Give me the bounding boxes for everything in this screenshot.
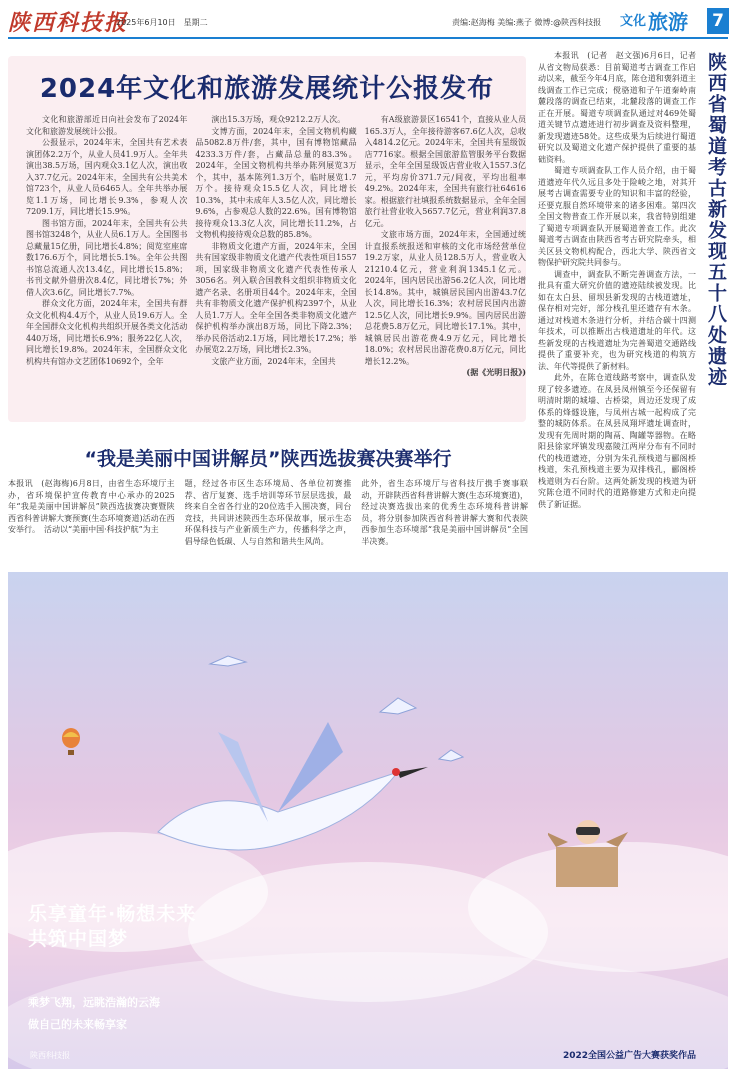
source-credit: (据《光明日报》) bbox=[466, 367, 526, 377]
page-header bbox=[0, 0, 735, 42]
header-rule bbox=[8, 37, 728, 39]
lead-col-1 bbox=[26, 114, 187, 414]
paragraph: 图书馆方面，2024年末，全国共有公共图书馆3248个，从业人员6.1万人。全国图书总藏量15亿册，同比增长4.8%；阅览室座席数176.6万个，同比增长5.1%。全年公共图书馆总流通人次13.4亿，同比增长15.8%；书刊文献外借册次8.4亿，同比增长7%；外借人次3.6亿，同比增长7.7%。 bbox=[26, 218, 188, 297]
crane-small-icon bbox=[438, 747, 464, 765]
paragraph: 调查中，调查队不断完善调查方法，一批具有重大研究价值的遗迹陆续被发现。比如在太白县、留坝县新发现的古栈道遗址，保存相对完好，部分栈孔里还遗存有木条。通过对栈道木条进行分析，并结合碳十四测年技术，可以推断出古栈道遗址的年代。这些新发现的古栈道遗址为完善蜀道交通路线提供了重要补充，也为研究栈道的构筑方法、年代等提供了新材料。 bbox=[538, 269, 696, 371]
paragraph: 本报讯 (记者 赵文强)6月6日，记者从省文物局获悉：目前蜀道考古调查工作启动以来，截至今年4月底，陈仓道和褒斜道主线调查工作已完成；傥骆道和子午道秦岭南麓段落的调查已结束，北麓段落的调查工作正在开展。蜀道专项调查队通过对469处蜀道关键节点遗迹进行初步调查及资料整理，新发现遗迹58处。这些成果为后续进行蜀道研究以及蜀道文化遗产保护提供了重要的基础资料。 bbox=[538, 51, 696, 164]
crane-small-icon bbox=[378, 692, 418, 722]
ad-slogan-line: 乐享童年·畅想未来 bbox=[28, 903, 197, 925]
story2-headline[interactable]: “我是美丽中国讲解员”陕西选拔赛决赛举行 bbox=[84, 448, 452, 470]
paragraph: 蜀道专项调查队工作人员介绍，由于蜀道遗迹年代久远且多处于险峻之地，对其开展考古调查需要专业的知识和丰富的经验，还要克服自然环境带来的诸多困难。第四次全国文物普查工作开展以来，我省特别组建了蜀道专项调查队开展蜀道普查工作。此次蜀道考古调查由陕西省考古研究院牵头，相关区县文物机构配合，西北大学、陕西省文物保护研究院共同参与。 bbox=[538, 166, 696, 267]
crane-small-icon bbox=[208, 652, 248, 674]
issue-date: 2025年6月10日 星期二 bbox=[116, 18, 208, 27]
lead-article bbox=[8, 56, 526, 422]
ad-footer-logo: 陕西科技报 bbox=[30, 1051, 70, 1060]
paragraph: 演出15.3万场，观众9212.2万人次。 bbox=[211, 115, 346, 124]
ad-subtitle bbox=[28, 992, 160, 1036]
lead-col-3 bbox=[365, 114, 526, 414]
page-number-badge: 7 bbox=[707, 8, 729, 34]
story2-col-1: 本报讯 (赵海梅)6月8日，由省生态环境厅主办，省环境保护宣传教育中心承办的2025年“我是美丽中国讲解员”陕西选拔赛决赛暨陕西省科普讲解大赛预赛(生态环境赛道)活动在西安举行。 活动以“美丽中国·科技护航”为主 bbox=[8, 479, 175, 534]
ad-subtitle-line: 做自己的未来畅享家 bbox=[28, 1018, 127, 1031]
boy-in-box-illustration bbox=[548, 802, 628, 892]
crane-illustration bbox=[128, 712, 468, 892]
ad-subtitle-line: 乘梦飞翔，远眺浩瀚的云海 bbox=[28, 996, 160, 1009]
section-label-small: 文化 bbox=[620, 14, 647, 29]
ad-slogan bbox=[28, 902, 196, 952]
paragraph: 有A级旅游景区16541个，直接从业人员165.3万人，全年接待游客67.6亿人次，总收入4814.2亿元。2024年末，全国共有星级饭店7716家。根据全国旅游监管服务平台数据显示，全年全国星级饭店营业收入1557.3亿元，平均房价371.7元/间夜，平均出租率49.2%。2024年末，全国共有旅行社64616家。根据旅行社填报系统数据显示，全年全国旅行社营业收入5657.7亿元，营业利润37.8亿元。 bbox=[364, 115, 526, 228]
public-service-ad bbox=[8, 572, 728, 1069]
editor-credits: 责编:赵海梅 美编:燕子 微博:@陕西科技报 bbox=[452, 18, 602, 27]
paragraph: 群众文化方面，2024年末，全国共有群众文化机构4.4万个，从业人员19.6万人。全年全国群众文化机构共组织开展各类文化活动440万场，同比增长6.9%；服务22亿人次，同比增长19.8%。2024年末，全国群众文化机构共有馆办文艺团体10692个，全年 bbox=[26, 299, 188, 366]
paragraph: 此外，在陈仓道线路考察中，调查队发现了较多遗迹。在凤县凤州镇至今还保留有明清时期的城墙、古桥梁，周边还发现了成体系的烽燧设施，与凤州古城一起构成了完整的城防体系。在凤县凤翔坪遗址调查时，发现有先周时期的陶鬲、陶罐等器物。在略阳县徐家坪镇发现嘉陵江两岸分布有不同时代的栈道遗迹，分别为朱孔预栈道与郦阁桥栈道，朱孔预栈道主要为双排栈孔，郦阁桥栈道则为石台阶。这两处新发现的栈道为研究陈仓道不同时代的道路修建方式和走向提供了新证据。 bbox=[538, 373, 696, 509]
side-vertical-headline[interactable]: 陕西省蜀道考古新发现五十八处遗迹 bbox=[705, 52, 727, 388]
hot-air-balloon-icon bbox=[60, 727, 82, 757]
lead-headline[interactable]: 2024年文化和旅游发展统计公报发布 bbox=[39, 74, 495, 104]
lead-col-2 bbox=[195, 114, 356, 414]
paragraph: 文博方面，2024年末，全国文物机构藏品5082.8万件/套，其中，国有博物馆藏品4233.3万件/套，占藏品总量的83.3%。2024年，全国文物机构共举办陈列展览3万个，其中，基本陈列1.3万个，临时展览1.7万个。接待观众15.5亿人次，同比增长10.3%，其中未成年人3.5亿人次，同比增长9.6%，占参观总人数的22.6%。国有博物馆接待观众13.3亿人次，同比增长11.2%，占文物机构接待观众总数的85.8%。 bbox=[195, 126, 357, 239]
story2-col-3: 此外，省生态环境厅与省科技厅携手赛事联动，开辟陕西省科普讲解大赛(生态环境赛道)，经过决赛选拔出来的优秀生态环境科普讲解员，将分别参加陕西省科普讲解大赛和代表陕西参加生态环境部“我是美丽中国讲解员”全国半决赛。 bbox=[361, 479, 529, 546]
paragraph: 文化和旅游部近日向社会发布了2024年文化和旅游发展统计公报。 bbox=[26, 115, 188, 136]
story2-columns bbox=[8, 478, 528, 578]
section-label-big: 旅游 bbox=[648, 10, 688, 34]
ad-slogan-line: 共筑中国梦 bbox=[28, 928, 129, 950]
paragraph: 非物质文化遗产方面，2024年末，全国共有国家级非物质文化遗产代表性项目1557项，国家级非物质文化遗产代表性传承人3056名。列入联合国教科文组织非物质文化遗产名录、名册项目44个。2024年末，全国共有非物质文化遗产保护机构2397个，从业人员1.7万人。全年全国各类非物质文化遗产保护机构举办演出8万场，同比下降2.3%；举办民俗活动2.1万场，同比增长17.2%；举办展览2.2万场，同比增长2.3%。 bbox=[195, 241, 357, 354]
paragraph: 文旅市场方面，2024年末，全国通过统计直报系统报送和审核的文化市场经营单位19.2万家，从业人员128.5万人，营业收入21210.4亿元，营业利润1345.1亿元。2024年，国内居民出游56.2亿人次，同比增长14.8%。其中，城镇居民国内出游43.7亿人次，同比增长16.3%；农村居民国内出游12.5亿人次，同比增长9.9%。国内居民出游总花费5.8万亿元，同比增长17.1%。其中，城镇居民出游花费4.9万亿元，同比增长18.0%；农村居民出游花费0.8万亿元，同比增长12.2%。 bbox=[364, 230, 526, 366]
lead-columns bbox=[26, 114, 526, 414]
paragraph: 公报显示，2024年末，全国共有艺术表演团体2.2万个，从业人员41.9万人。全年共演出38.5万场，国内观众3.1亿人次，演出收入37.7亿元。2024年末，全国共有公共美术馆723个，从业人员6465人。全年共举办展览1.1万场，同比增长9.3%，参观人次7209.1万，同比增长15.9%。 bbox=[26, 138, 188, 216]
story2-col-2: 题，经过各市区生态环境局、各单位初赛推荐、省厅复赛、选手培训等环节层层选拔，最终来自全省各行业的20位选手入围决赛，同台竞技，共同讲述陕西生态环保故事，展示生态环保科技与产业新质生产力，传播科学之声，倡导绿色低碳、人与自然和谐共生风尚。 bbox=[184, 479, 352, 546]
masthead-logo: 陕西科技报 bbox=[8, 10, 129, 36]
side-article bbox=[538, 50, 696, 568]
ad-award-caption: 2022全国公益广告大赛获奖作品 bbox=[563, 1051, 697, 1061]
paragraph: 文旅产业方面，2024年末，全国共 bbox=[211, 356, 336, 366]
